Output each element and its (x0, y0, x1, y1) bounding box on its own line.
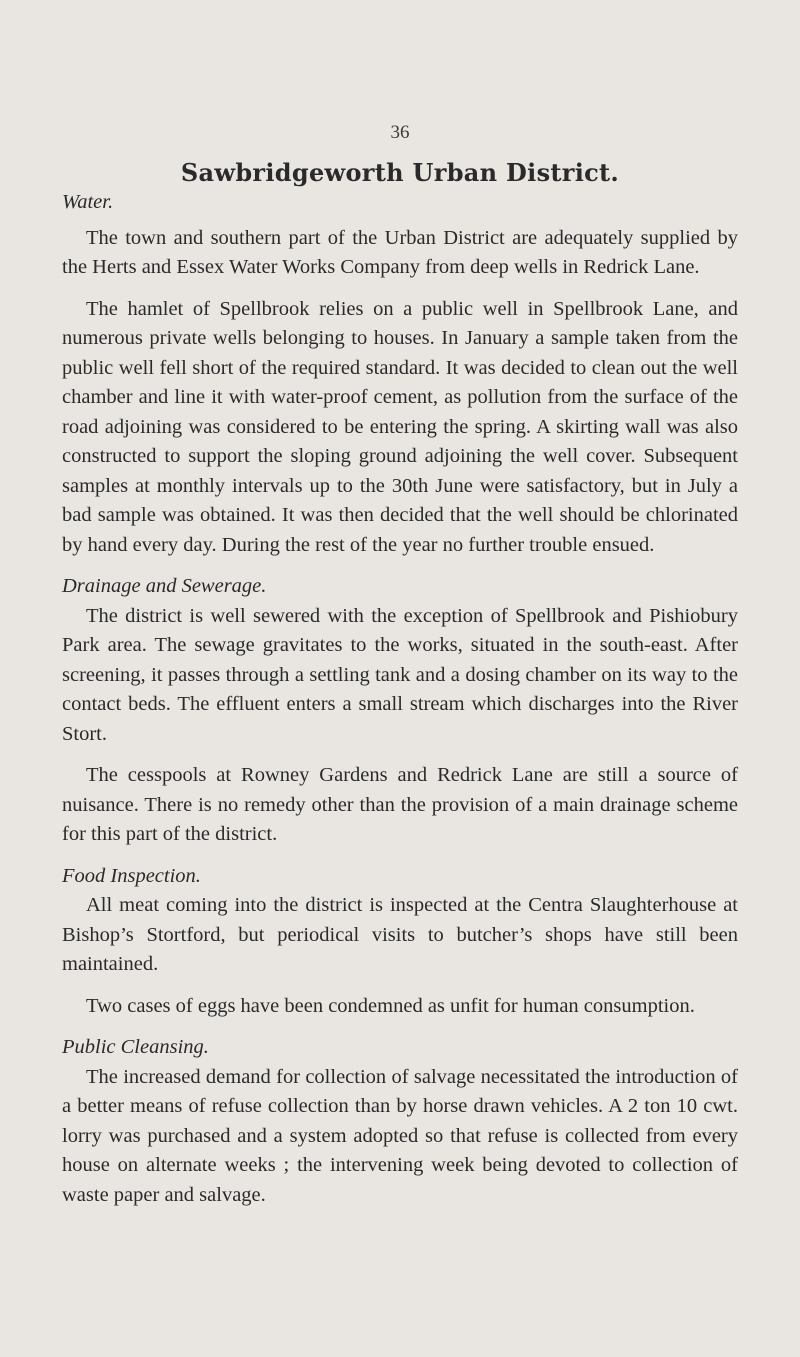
paragraph: The district is well sewered with the exception of Spellbrook and Pishiobury Park area. The sewage gravitates to the works, situated in the south-east. After screening, it passes through a settling tank and a dosing chamber on its way to the contact beds. The effluent enters a small stream which discharges into the River Stort. (62, 604, 738, 745)
document-body (62, 188, 738, 1210)
paragraph: All meat coming into the district is inspected at the Centra Slaughterhouse at Bishop’s Stortford, but periodical visits to butcher’s shops have still been maintained. (62, 894, 738, 975)
section-heading-public-cleansing: Public Cleansing. (62, 1036, 209, 1058)
section-heading-food-inspection: Food Inspection. (62, 864, 201, 887)
page-title: Sawbridgeworth Urban District. (180, 158, 620, 187)
paragraph: The cesspools at Rowney Gardens and Redrick Lane are still a source of nuisance. There is no remedy other than the provision of a main drainage scheme for this part of the district. (62, 764, 738, 845)
paragraph: The hamlet of Spellbrook relies on a public well in Spellbrook Lane, and numerous private wells belonging to houses. In January a sample taken from the public well fell short of the required standard. It was decided to clean out the well chamber and line it with water-proof cement, as pollution from the surface of the road adjoining was considered to be entering the spring. A skirting wall was also constructed to support the sloping ground adjoining the well cover. Subsequent samples at monthly intervals up to the 30th June were satisfactory, but in July a bad sample was obtained. It was then decided that the well should be chlorinated by hand every day. During the rest of the year no further trouble ensued. (62, 297, 738, 556)
paragraph: The increased demand for collection of salvage necessitated the introduction of a better means of refuse collection than by horse drawn vehicles. A 2 ton 10 cwt. lorry was purchased and a system adopted so that refuse is collected from every house on alternate weeks ; the intervening week being devoted to collection of waste paper and salvage. (62, 1065, 738, 1206)
section-heading-water: Water. (62, 191, 114, 213)
paragraph: The town and southern part of the Urban District are adequately supplied by the Herts and Essex Water Works Company from deep wells in Redrick Lane. (62, 226, 738, 278)
page-number: 36 (390, 122, 410, 143)
section-heading-drainage: Drainage and Sewerage. (62, 575, 267, 597)
paragraph: Two cases of eggs have been condemned as unfit for human consumption. (86, 994, 695, 1017)
